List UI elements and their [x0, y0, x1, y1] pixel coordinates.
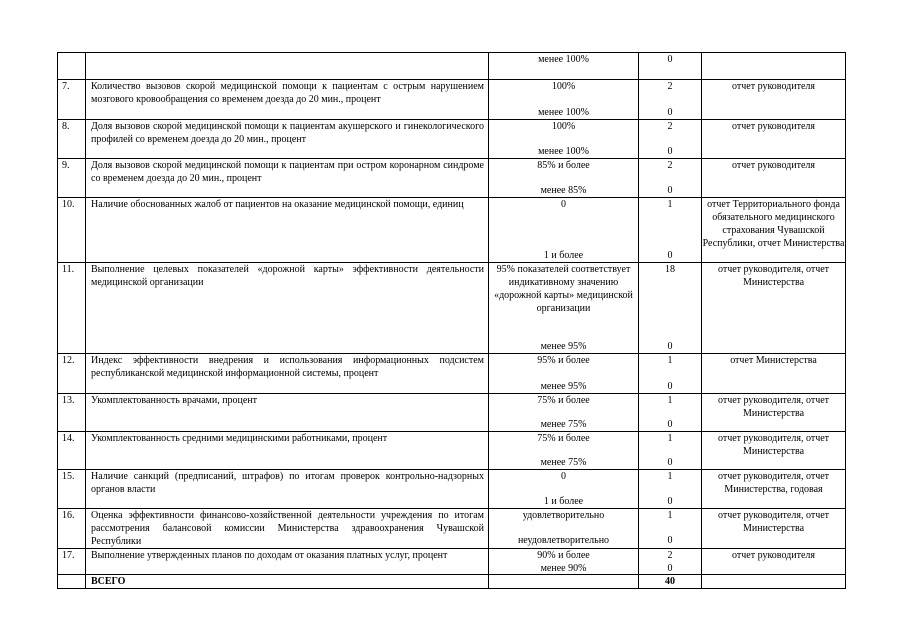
row-number	[58, 53, 86, 80]
indicator-name: Укомплектованность врачами, процент	[86, 394, 489, 432]
source-cell: отчет руководителя	[702, 549, 846, 575]
source-cell: отчет руководителя, отчет Министерства	[702, 509, 846, 549]
points-cell	[639, 549, 702, 575]
source-cell: отчет руководителя	[702, 120, 846, 159]
criteria-cell	[489, 549, 639, 575]
source-cell	[702, 53, 846, 80]
table-row	[58, 432, 846, 470]
points-value: 1	[667, 433, 673, 444]
indicator-name: Выполнение целевых показателей «дорожной карты» эффективности деятельности медицинской организации	[86, 263, 489, 354]
indicator-name: Наличие санкций (предписаний, штрафов) по итогам проверок контрольно-надзорных органов власти	[86, 470, 489, 509]
row-number: 13.	[58, 394, 86, 432]
criteria-value: менее 95%	[540, 381, 587, 392]
source-cell: отчет руководителя, отчет Министерства	[702, 263, 846, 354]
criteria-cell	[489, 120, 639, 159]
table-row	[58, 80, 846, 120]
points-value: 0	[667, 535, 673, 546]
points-value: 0	[667, 54, 673, 65]
criteria-cell	[489, 509, 639, 549]
indicator-name: Выполнение утвержденных планов по доходам от оказания платных услуг, процент	[86, 549, 489, 575]
points-value: 1	[667, 355, 673, 366]
source-cell: отчет руководителя	[702, 159, 846, 198]
indicator-name: Доля вызовов скорой медицинской помощи к пациентам при остром коронарном синдроме со временем доезда до 20 мин., процент	[86, 159, 489, 198]
criteria-cell	[489, 470, 639, 509]
criteria-cell	[489, 198, 639, 263]
criteria-cell	[489, 394, 639, 432]
criteria-value: менее 100%	[538, 146, 589, 157]
criteria-cell	[489, 53, 639, 80]
points-value: 2	[667, 81, 673, 92]
row-number: 10.	[58, 198, 86, 263]
row-number: 12.	[58, 354, 86, 394]
criteria-value: 75% и более	[537, 395, 590, 406]
criteria-value: 1 и более	[543, 496, 584, 507]
indicator-name: Количество вызовов скорой медицинской помощи к пациентам с острым нарушением мозгового кровообращения со временем доезда до 20 мин., процент	[86, 80, 489, 120]
points-value: 1	[667, 471, 673, 482]
criteria-value: неудовлетворительно	[517, 535, 610, 546]
criteria-value: 100%	[551, 81, 576, 92]
points-cell	[639, 470, 702, 509]
points-value: 2	[667, 550, 673, 561]
row-number: 11.	[58, 263, 86, 354]
source-cell: отчет Территориального фонда обязательного медицинского страхования Чувашской Республики, отчет Министерства	[702, 198, 846, 263]
points-value: 0	[667, 419, 673, 430]
indicator-name: Индекс эффективности внедрения и использования информационных подсистем республиканской медицинской информационной системы, процент	[86, 354, 489, 394]
criteria-value: 75% и более	[537, 433, 590, 444]
criteria-value: 90% и более	[537, 550, 590, 561]
criteria-value: менее 100%	[538, 54, 589, 65]
table-row	[58, 120, 846, 159]
source-cell: отчет руководителя, отчет Министерства, годовая	[702, 470, 846, 509]
criteria-value: менее 95%	[540, 341, 587, 352]
criteria-table	[57, 52, 846, 589]
indicator-name: Укомплектованность средними медицинскими работниками, процент	[86, 432, 489, 470]
table-row	[58, 354, 846, 394]
total-empty-cell	[702, 575, 846, 589]
criteria-value: 95% показателей соответствует индикативному значению «дорожной карты» медицинской организации	[494, 264, 633, 314]
total-empty-cell	[58, 575, 86, 589]
points-cell	[639, 53, 702, 80]
points-value: 0	[667, 146, 673, 157]
source-cell: отчет Министерства	[702, 354, 846, 394]
criteria-cell	[489, 80, 639, 120]
points-cell	[639, 509, 702, 549]
points-value: 2	[667, 160, 673, 171]
points-value: 0	[667, 563, 673, 574]
total-row	[58, 575, 846, 589]
points-cell	[639, 198, 702, 263]
points-cell	[639, 80, 702, 120]
criteria-value: 100%	[551, 121, 576, 132]
row-number: 9.	[58, 159, 86, 198]
total-label: ВСЕГО	[86, 575, 489, 589]
points-cell	[639, 120, 702, 159]
points-value: 0	[667, 250, 673, 261]
points-value: 0	[667, 457, 673, 468]
criteria-value: 85% и более	[537, 160, 590, 171]
indicator-name: Доля вызовов скорой медицинской помощи к пациентам акушерского и гинекологического профилей со временем доезда до 20 мин., процент	[86, 120, 489, 159]
criteria-table-body	[58, 53, 846, 589]
criteria-cell	[489, 159, 639, 198]
criteria-value: 95% и более	[537, 355, 590, 366]
criteria-value: менее 75%	[540, 457, 587, 468]
table-row	[58, 509, 846, 549]
criteria-value: менее 85%	[540, 185, 587, 196]
source-cell: отчет руководителя, отчет Министерства	[702, 432, 846, 470]
indicator-name	[86, 53, 489, 80]
row-number: 17.	[58, 549, 86, 575]
row-number: 7.	[58, 80, 86, 120]
points-value: 0	[667, 185, 673, 196]
criteria-value: менее 90%	[540, 563, 587, 574]
points-value: 2	[667, 121, 673, 132]
criteria-value: 1 и более	[543, 250, 584, 261]
table-row	[58, 394, 846, 432]
total-value: 40	[639, 575, 702, 589]
criteria-value: 0	[561, 471, 566, 482]
total-empty-cell	[489, 575, 639, 589]
row-number: 16.	[58, 509, 86, 549]
criteria-cell	[489, 263, 639, 354]
table-row	[58, 470, 846, 509]
points-cell	[639, 159, 702, 198]
indicator-name: Наличие обоснованных жалоб от пациентов на оказание медицинской помощи, единиц	[86, 198, 489, 263]
points-value: 0	[667, 107, 673, 118]
points-value: 0	[667, 496, 673, 507]
table-row	[58, 159, 846, 198]
points-cell	[639, 263, 702, 354]
table-row	[58, 263, 846, 354]
points-value: 0	[667, 341, 673, 352]
criteria-value: менее 75%	[540, 419, 587, 430]
source-cell: отчет руководителя, отчет Министерства	[702, 394, 846, 432]
source-cell: отчет руководителя	[702, 80, 846, 120]
points-value: 1	[667, 199, 673, 210]
row-number: 8.	[58, 120, 86, 159]
points-cell	[639, 394, 702, 432]
points-value: 1	[667, 395, 673, 406]
points-cell	[639, 432, 702, 470]
criteria-cell	[489, 354, 639, 394]
criteria-value: менее 100%	[538, 107, 589, 118]
row-number: 14.	[58, 432, 86, 470]
row-number: 15.	[58, 470, 86, 509]
criteria-cell	[489, 432, 639, 470]
points-value: 1	[667, 510, 673, 521]
points-value: 0	[667, 381, 673, 392]
indicator-name: Оценка эффективности финансово-хозяйственной деятельности учреждения по итогам рассмотрения балансовой комиссии Министерства здравоохранения Чувашской Республики	[86, 509, 489, 549]
points-value: 18	[665, 264, 675, 275]
table-row	[58, 198, 846, 263]
points-cell	[639, 354, 702, 394]
table-row	[58, 53, 846, 80]
table-row	[58, 549, 846, 575]
criteria-value: 0	[561, 199, 566, 210]
criteria-value: удовлетворительно	[522, 510, 605, 521]
